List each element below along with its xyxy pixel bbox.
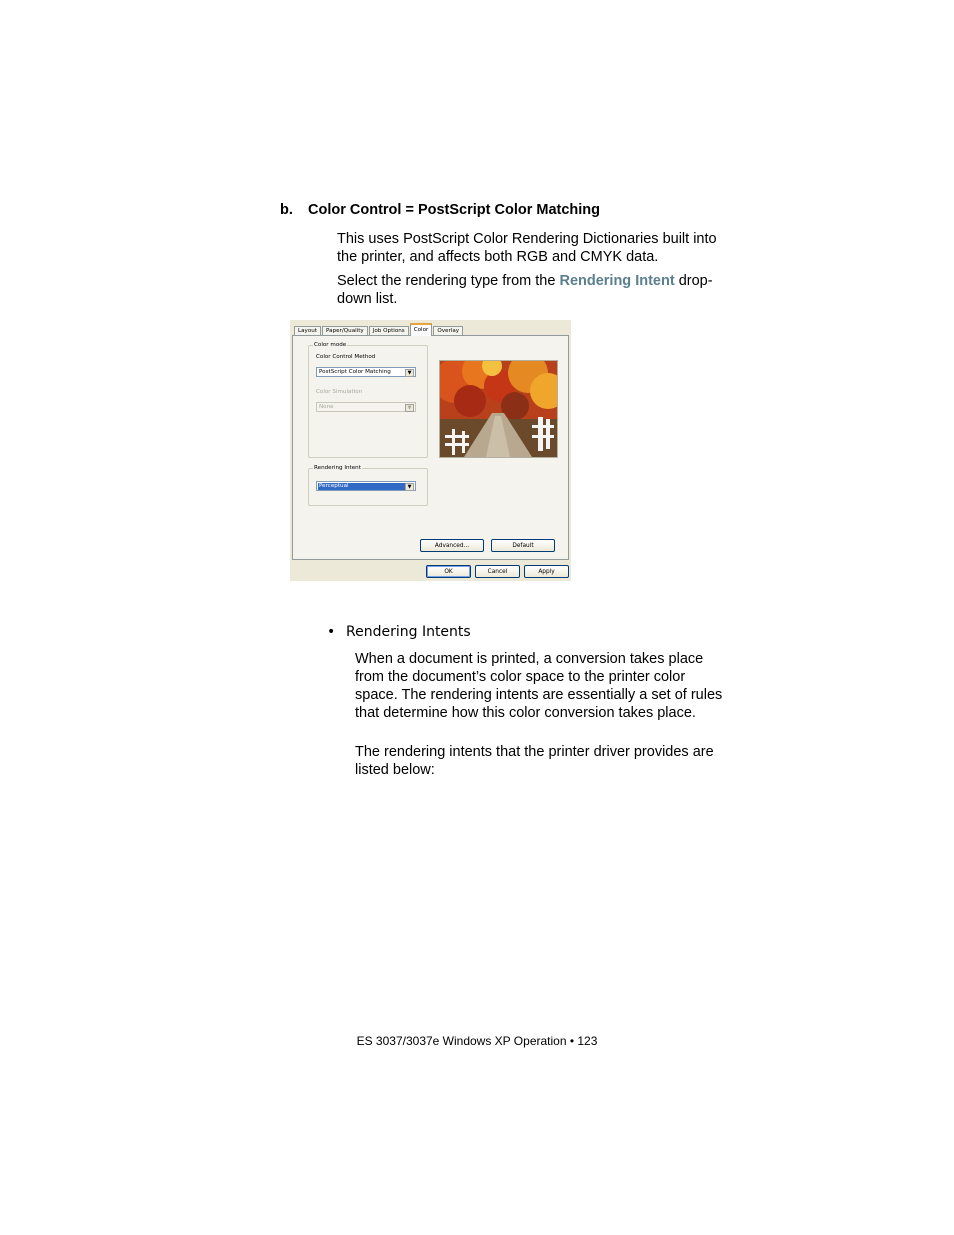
intro-text: Select the rendering type from the — [337, 273, 560, 289]
color-mode-label: Color mode — [314, 342, 347, 348]
chevron-down-icon: ▼ — [405, 404, 414, 412]
apply-button[interactable]: Apply — [524, 565, 569, 578]
color-control-method-value: PostScript Color Matching — [319, 369, 391, 375]
default-button[interactable]: Default — [491, 539, 555, 552]
bullet-title: Rendering Intents — [346, 624, 471, 640]
cancel-button[interactable]: Cancel — [475, 565, 520, 578]
rendering-intents-paragraph-2: The rendering intents that the printer driver provides are listed below: — [355, 744, 714, 778]
rendering-intent-value: Perceptual — [318, 483, 405, 490]
rendering-intent-select[interactable] — [316, 481, 416, 491]
tab-paper-quality[interactable]: Paper/Quality — [322, 326, 368, 336]
chevron-down-icon[interactable]: ▼ — [405, 369, 414, 377]
tab-color[interactable]: Color — [410, 323, 433, 336]
color-simulation-label: Color Simulation — [316, 389, 363, 395]
rendering-intent-link: Rendering Intent — [559, 273, 675, 289]
bullet-item — [327, 624, 471, 640]
page-footer: ES 3037/3037e Windows XP Operation • 123 — [356, 1034, 598, 1048]
section-number: b. — [280, 202, 293, 218]
color-simulation-select — [316, 402, 416, 412]
printer-properties-dialog — [290, 320, 571, 581]
advanced-button[interactable]: Advanced... — [420, 539, 484, 552]
tab-job-options[interactable]: Job Options — [369, 326, 409, 336]
section-title: Color Control = PostScript Color Matching — [308, 202, 601, 218]
intro-paragraph-1: This uses PostScript Color Rendering Dictionaries built into the printer, and affects both RGB and CMYK data. — [337, 231, 717, 265]
preview-image — [439, 360, 558, 458]
color-control-method-select[interactable] — [316, 367, 416, 377]
bullet-glyph: • — [327, 624, 336, 640]
rendering-intent-group — [308, 465, 428, 506]
section-heading — [280, 202, 600, 218]
color-tab-panel — [292, 335, 569, 560]
ok-button[interactable]: OK — [426, 565, 471, 578]
intro-paragraph-2 — [337, 272, 727, 308]
color-mode-group — [308, 342, 428, 458]
color-simulation-value: None — [319, 404, 334, 410]
rendering-intents-paragraph-1: When a document is printed, a conversion takes place from the document’s color space to the printer color space. The rendering intents are essentially a set of rules that determine how this color conversion takes place. — [355, 651, 723, 721]
intro-text-end: drop-down list. — [337, 273, 713, 307]
tab-layout[interactable]: Layout — [294, 326, 321, 336]
tab-overlay[interactable]: Overlay — [433, 326, 463, 336]
chevron-down-icon[interactable]: ▼ — [405, 483, 414, 491]
rendering-intent-label: Rendering Intent — [314, 465, 361, 471]
autumn-road-photo — [440, 361, 557, 457]
color-control-method-label: Color Control Method — [316, 354, 376, 360]
